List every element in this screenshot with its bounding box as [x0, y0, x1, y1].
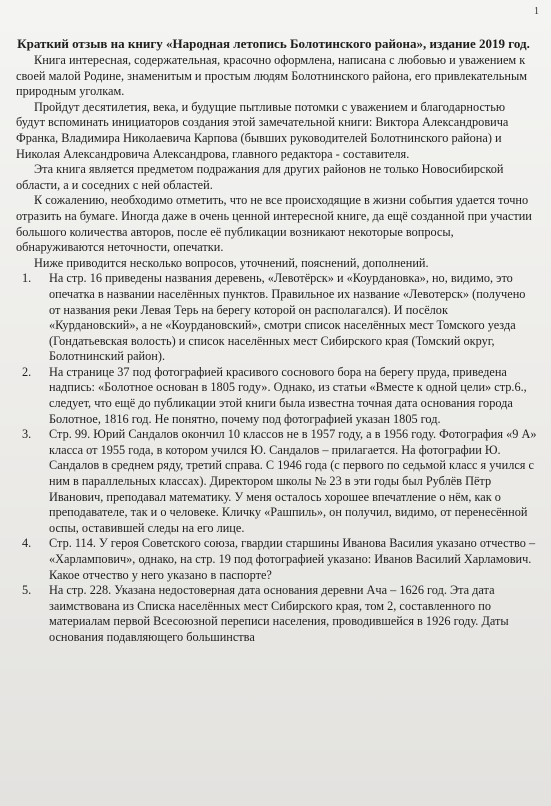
list-item-number: 2.	[22, 364, 32, 379]
list-item	[16, 427, 537, 536]
list-item	[16, 583, 537, 645]
list-item-number: 5.	[22, 583, 32, 598]
document-body	[16, 36, 537, 646]
list-item-text: На стр. 16 приведены названия деревень, «Левотёрск» и «Коурдановка», но, видимо, это опечатка в названии населённых пунктов. Правильное их название «Левотерск» (получено от названия реки Левая Терь на берегу которой он располагался). И посёлок «Курдановский», а не «Коурдановский», смотри список населённых мест Томского уезда (Гондатьевская волость) и список населённых мест Сибирского края (Томский округ, Болотнинский район).	[49, 271, 526, 364]
list-item-text: На стр. 228. Указана недостоверная дата основания деревни Ача – 1626 год. Эта дата заимствована из Списка населённых мест Сибирского края, том 2, составленного по материалам первой Всесоюзной переписи населения, проводившейся в 1926 году. Даты основания подавляющего большинства	[49, 583, 509, 644]
list-item-text: Стр. 99. Юрий Сандалов окончил 10 классов не в 1957 году, а в 1956 году. Фотография «9 А» класса от 1955 года, в котором учился Ю. Сандалов – прилагается. На фотографии Ю. Сандалов в среднем ряду, третий справа. С 1946 года (с первого по седьмой класс я учился с ним в параллельных классах). Директором школы № 23 в эти годы был Рублёв Пётр Иванович, преподавал математику. У меня осталось хорошее впечатление о нём, как о преподавателе, так и о человеке. Кличку «Рашпиль», он получил, видимо, от перенесённой оспы, оставившей следы на его лице.	[49, 427, 537, 535]
list-item-number: 4.	[22, 536, 32, 551]
list-item-text: Стр. 114. У героя Советского союза, гвардии старшины Иванова Василия указано отчество – «Харлампович», однако, на стр. 19 под фотографией указано: Иванов Василий Харламович. Какое отчество у него указано в паспорте?	[49, 536, 536, 582]
list-item-text: На странице 37 под фотографией красивого соснового бора на берегу пруда, приведена надпись: «Болотное основан в 1805 году». Однако, из статьи «Вместе к одной цели» стр.6., следует, что ещё до публикации этой книги была известна точная дата основания города Болотное, 1816 год. Не понятно, почему под фотографией указан 1805 год.	[49, 364, 527, 426]
list-item	[16, 536, 537, 583]
paragraph-example: Эта книга является предметом подражания для других районов не только Новосибирской области, а и соседних с ней областей.	[16, 162, 504, 192]
document-title: Краткий отзыв на книгу «Народная летопись Болотинского района», издание 2019 год.	[17, 36, 530, 51]
list-item-number: 1.	[22, 271, 32, 286]
paragraph-intro: Книга интересная, содержательная, красочно оформлена, написана с любовью и уважением к своей малой Родине, знаменитым и простым людям Болотнинского района, его привлекательным природным уголкам.	[16, 53, 528, 99]
list-item	[16, 365, 537, 427]
paragraph-initiators: Пройдут десятилетия, века, и будущие пытливые потомки с уважением и благодарностью будут вспоминать инициаторов создания этой замечательной книги: Виктора Александровича Франка, Владимира Николаевича Карпова (бывших руководителей Болотнинского района) и Николая Александровича Александрова, главного редактора - составителя.	[16, 99, 509, 161]
page-number: 1	[534, 6, 539, 17]
paragraph-list-intro: Ниже приводится несколько вопросов, уточнений, пояснений, дополнений.	[34, 255, 429, 270]
list-item	[16, 271, 537, 365]
paragraph-regret: К сожалению, необходимо отметить, что не все происходящие в жизни события удается точно отразить на бумаге. Иногда даже в очень ценной интересной книге, да ещё созданной при участии большого количества авторов, после её публикации возникают некоторые вопросы, обнаруживаются неточности, опечатки.	[16, 193, 532, 255]
list-item-number: 3.	[22, 427, 32, 442]
remarks-list	[16, 271, 537, 645]
